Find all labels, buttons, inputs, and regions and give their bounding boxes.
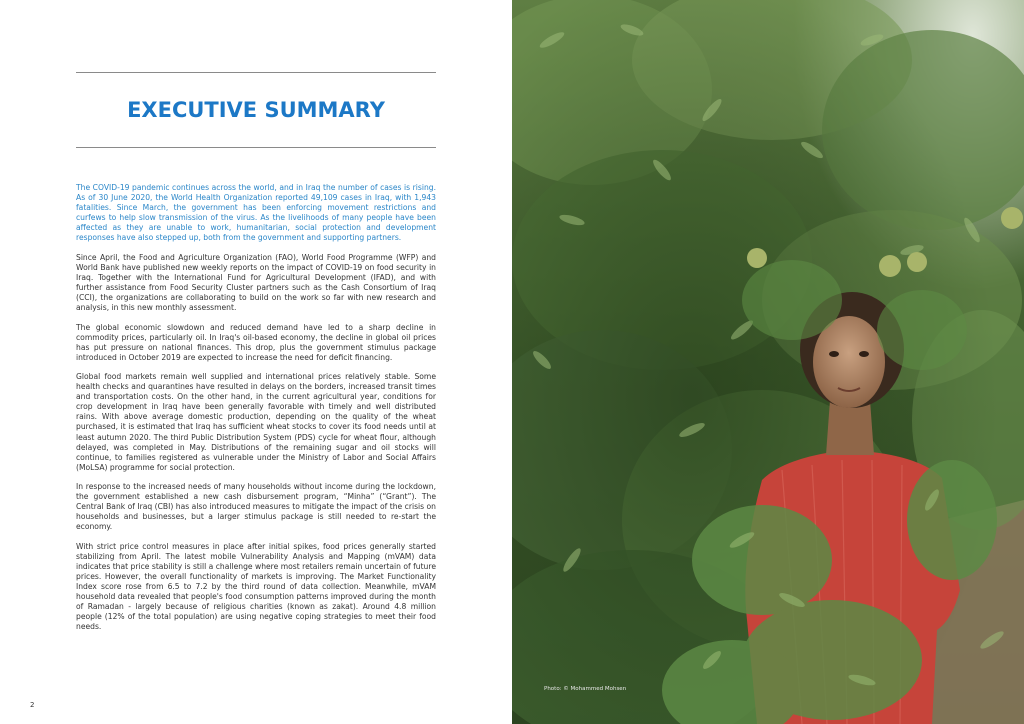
page-title: EXECUTIVE SUMMARY bbox=[127, 98, 385, 122]
body-paragraph: Global food markets remain well supplied and international prices relatively stable. Some health checks and quarantines have resulted in delays on the borders, increased transit times and transportation costs. On the other hand, in the current agricultural year, conditions for crop development in Iraq have been generally favorable with timely and well distributed rains. With above average domestic production, depending on the quality of the wheat purchased, it is estimated that Iraq has sufficient wheat stocks to cover its food needs until at least autumn 2020. The third Public Distribution System (PDS) cycle for wheat flour, although delayed, was completed in May. Distributions of the remaining sugar and oil stocks will continue, to families registered as vulnerable under the Ministry of Labor and Social Affairs (MoLSA) programme for social protection. bbox=[76, 372, 436, 472]
cover-photo bbox=[512, 0, 1024, 724]
body-paragraph: The global economic slowdown and reduced demand have led to a sharp decline in commodity prices, particularly oil. In Iraq's oil-based economy, the decline in global oil prices has put pressure on national finances. This drop, plus the government stimulus package introduced in October 2019 are expected to increase the need for deficit financing. bbox=[76, 322, 436, 362]
body-paragraph: With strict price control measures in place after initial spikes, food prices generally started stabilizing from April. The latest mobile Vulnerability Analysis and Mapping (mVAM) data indicates that price stability is still a challenge where most retailers remain uncertain of future prices. However, the overall functionality of markets is improving. The Market Functionality Index score rose from 6.5 to 7.2 by the third round of data collection. Meanwhile, mVAM household data revealed that people's food consumption patterns improved during the month of Ramadan - largely because of religious charities (known as zakat). Around 4.8 million people (12% of the total population) are using negative coping strategies to meet their food needs. bbox=[76, 541, 436, 632]
top-divider bbox=[76, 72, 436, 73]
page-number: 2 bbox=[30, 701, 35, 709]
photo-credit: Photo: © Mohammed Mohsen bbox=[544, 686, 627, 692]
title-divider bbox=[76, 147, 436, 148]
intro-paragraph: The COVID-19 pandemic continues across the world, and in Iraq the number of cases is rising. As of 30 June 2020, the World Health Organization reported 49,109 cases in Iraq, with 1,943 fatalities. Since March, the government has been enforcing movement restrictions and curfews to help slow transmission of the virus. As the livelihoods of many people have been affected as they are unable to work, humanitarian, social protection and development responses have also stepped up, both from the government and supporting partners. bbox=[76, 183, 436, 243]
body-paragraph: Since April, the Food and Agriculture Organization (FAO), World Food Programme (WFP) and World Bank have published new weekly reports on the impact of COVID-19 on food security in Iraq. Together with the International Fund for Agricultural Development (IFAD), and with further assistance from Food Security Cluster partners such as the Cash Consortium of Iraq (CCI), the organizations are collaborating to build on the work so far with new research and analysis, in this new monthly assessment. bbox=[76, 252, 436, 313]
body-paragraph: In response to the increased needs of many households without income during the lockdown, the government established a new cash disbursement program, “Minha” (“Grant”). The Central Bank of Iraq (CBI) has also introduced measures to mitigate the impact of the crisis on households and businesses, but a larger stimulus package is still needed to re-start the economy. bbox=[76, 482, 436, 532]
photo-illustration bbox=[512, 0, 1024, 724]
summary-body bbox=[76, 183, 436, 642]
